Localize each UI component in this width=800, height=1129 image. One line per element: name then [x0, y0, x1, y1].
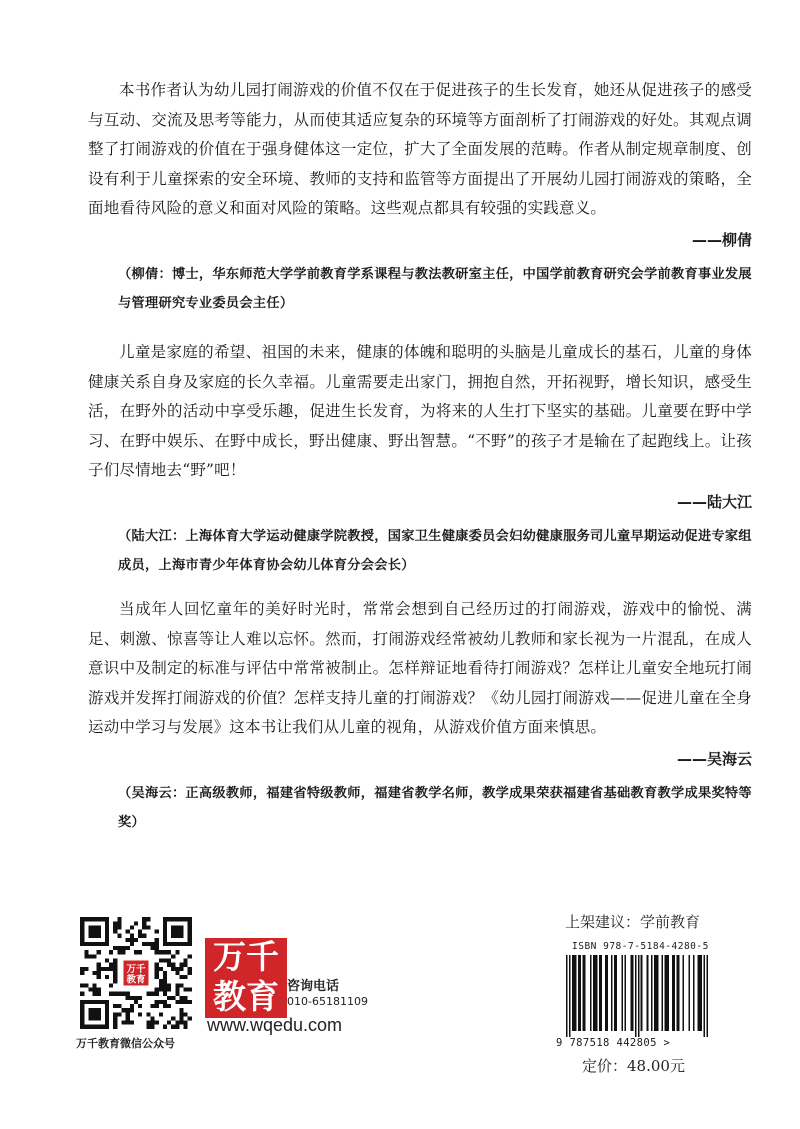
endorsement-signature: ——柳倩 — [691, 230, 752, 249]
qr-caption: 万千教育微信公众号 — [76, 1037, 175, 1050]
endorsement-block — [88, 595, 752, 837]
endorsement-text: 儿童是家庭的希望、祖国的未来，健康的体魄和聪明的头脑是儿童成长的基石，儿童的身体健康关系自身及家庭的长久幸福。儿童需要走出家门，拥抱自然，开拓视野，增长知识，感受生活，在野外的活动中享受乐趣，促进生长发育，为将来的人生打下坚实的基础。儿童要在野中学习、在野中娱乐、在野中成长，野出健康、野出智慧。“不野”的孩子才是输在了起跑线上。让孩子们尽情地去“野”吧！ — [88, 343, 752, 479]
qr-code-block — [76, 913, 198, 1051]
qr-code-image[interactable] — [76, 913, 196, 1033]
logo-line-2: 教育 — [213, 977, 279, 1016]
endorsement-signature: ——吴海云 — [676, 749, 752, 768]
svg-text:教育: 教育 — [126, 974, 146, 986]
shelf-suggestion: 上架建议：学前教育 — [565, 913, 701, 931]
endorsement-block — [88, 338, 752, 580]
endorsement-bio: （柳倩：博士，华东师范大学学前教育学系课程与教法教研室主任，中国学前教育研究会学前教育事业发展与管理研究专业委员会主任） — [118, 266, 752, 311]
website-link[interactable]: www.wqedu.com — [207, 1015, 343, 1035]
isbn-barcode — [566, 955, 708, 1037]
consult-block — [287, 975, 368, 1008]
consult-label: 咨询电话 — [287, 979, 340, 994]
endorsement-bio: （陆大江：上海体育大学运动健康学院教授，国家卫生健康委员会妇幼健康服务司儿童早期运动促进专家组成员，上海市青少年体育协会幼儿体育分会会长） — [118, 528, 752, 573]
isbn-text: ISBN 978-7-5184-4280-5 — [572, 941, 709, 952]
consult-phone: 010-65181109 — [287, 995, 368, 1008]
endorsement-text: 本书作者认为幼儿园打闹游戏的价值不仅在于促进孩子的生长发育，她还从促进孩子的感受与互动、交流及思考等能力，从而使其适应复杂的环境等方面剖析了打闹游戏的好处。其观点调整了打闹游戏的价值在于强身健体这一定位，扩大了全面发展的范畴。作者从制定规章制度、创设有利于儿童探索的安全环境、教师的支持和监管等方面提出了开展幼儿园打闹游戏的策略，全面地看待风险的意义和面对风险的策略。这些观点都具有较强的实践意义。 — [88, 81, 752, 217]
qr-center-label: 万千 — [126, 963, 146, 975]
endorsement-text: 当成年人回忆童年的美好时光时，常常会想到自己经历过的打闹游戏，游戏中的愉悦、满足、刺激、惊喜等让人难以忘怀。然而，打闹游戏经常被幼儿教师和家长视为一片混乱，在成人意识中及制定的标准与评估中常常被制止。怎样辩证地看待打闹游戏？怎样让儿童安全地玩打闹游戏并发挥打闹游戏的价值？怎样支持儿童的打闹游戏？《幼儿园打闹游戏——促进儿童在全身运动中学习与发展》这本书让我们从儿童的视角，从游戏价值方面来慎思。 — [88, 600, 752, 736]
logo-line-1: 万千 — [213, 937, 279, 976]
barcode-digits: 9 787518 442805 > — [556, 1037, 671, 1049]
price: 定价：48.00元 — [582, 1057, 685, 1075]
endorsement-block — [88, 76, 752, 318]
publisher-logo — [205, 938, 287, 1018]
endorsement-bio: （吴海云：正高级教师，福建省特级教师，福建省教学名师，教学成果荣获福建省基础教育教学成果奖特等奖） — [118, 785, 752, 830]
endorsement-signature: ——陆大江 — [676, 492, 752, 511]
